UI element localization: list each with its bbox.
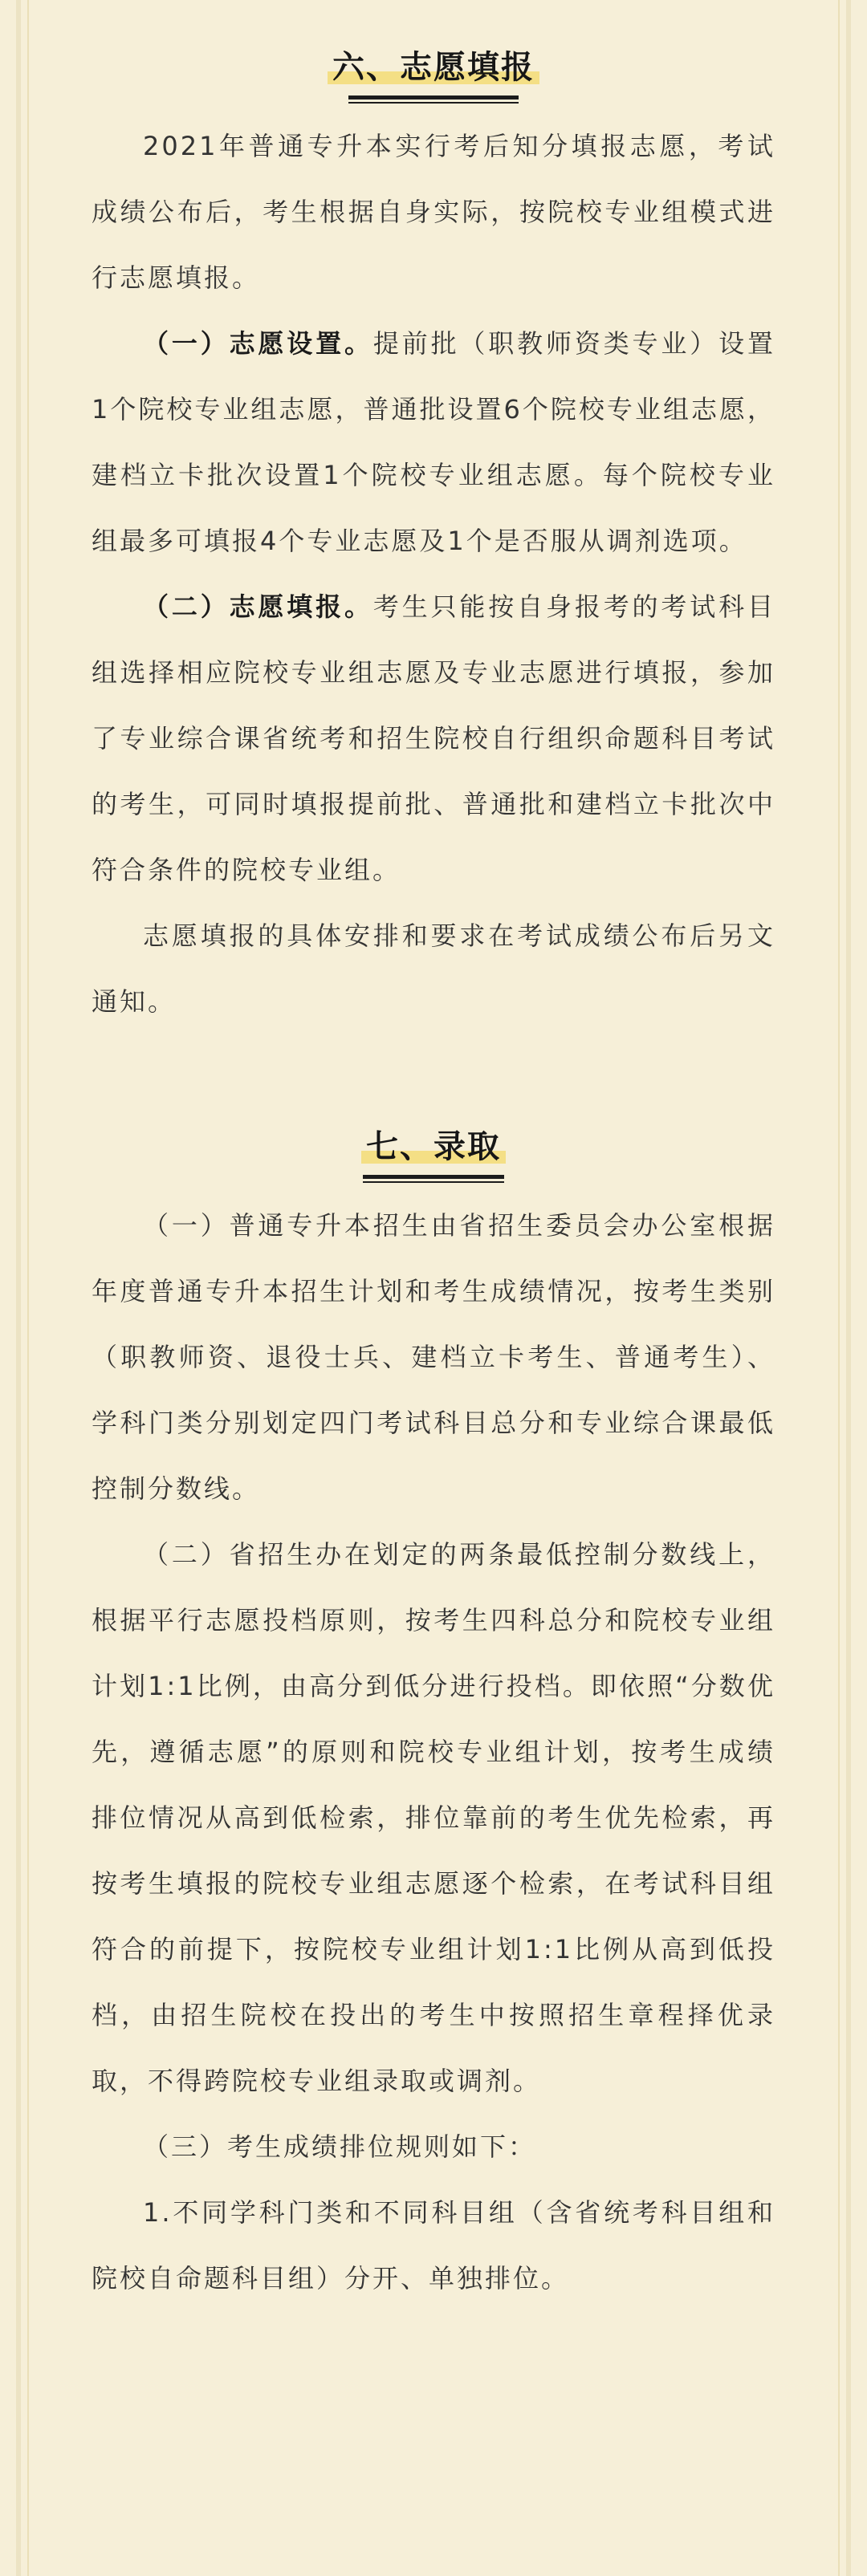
section-6-body (92, 113, 775, 1034)
section-6-paragraph-3-text: 考生只能按自身报考的考试科目组选择相应院校专业组志愿及专业志愿进行填报，参加了专业综合课省统考和招生院校自行组织命题科目考试的考生，可同时填报提前批、普通批和建档立卡批次中符合条件的院校专业组。 (92, 591, 775, 885)
article-content (92, 0, 775, 2311)
right-border-inner (838, 0, 840, 2576)
section-6-paragraph-2-lead: （一）志愿设置。 (143, 328, 373, 359)
section-7-paragraph-3: （三）考生成绩排位规则如下： (143, 2131, 537, 2162)
section-7-title-text: 七、录取 (366, 1128, 501, 1165)
section-7-title (366, 1121, 501, 1167)
section-7-title-underline (363, 1175, 504, 1183)
section-7-paragraph-2: （二）省招生办在划定的两条最低控制分数线上，根据平行志愿投档原则，按考生四科总分和院校专业组计划1:1比例，由高分到低分进行投档。即依照“分数优先，遵循志愿”的原则和院校专业组计划，按考生成绩排位情况从高到低检索，排位靠前的考生优先检索，再按考生填报的院校专业组志愿逐个检索，在考试科目组符合的前提下，按院校专业组计划1:1比例从高到低投档，由招生院校在投出的考生中按照招生章程择优录取，不得跨院校专业组录取或调剂。 (92, 1539, 775, 2096)
right-border-outer (846, 0, 851, 2576)
section-6-heading (92, 42, 775, 104)
section-6-title-text: 六、志愿填报 (332, 49, 535, 86)
section-7-paragraph-1: （一）普通专升本招生由省招生委员会办公室根据年度普通专升本招生计划和考生成绩情况，按考生类别（职教师资、退役士兵、建档立卡考生、普通考生）、学科门类分别划定四门考试科目总分和专业综合课最低控制分数线。 (92, 1210, 775, 1504)
section-6-title (332, 42, 535, 87)
section-6-paragraph-2-text: 提前批（职教师资类专业）设置1个院校专业组志愿，普通批设置6个院校专业组志愿，建档立卡批次设置1个院校专业组志愿。每个院校专业组最多可填报4个专业志愿及1个是否服从调剂选项。 (92, 328, 775, 556)
section-6-paragraph-1: 2021年普通专升本实行考后知分填报志愿，考试成绩公布后，考生根据自身实际，按院校专业组模式进行志愿填报。 (92, 131, 775, 293)
section-6-paragraph-3-lead: （二）志愿填报。 (143, 591, 373, 622)
section-6-paragraph-4: 志愿填报的具体安排和要求在考试成绩公布后另文通知。 (92, 920, 775, 1017)
section-6-paragraph-2 (92, 311, 775, 574)
left-border-outer (16, 0, 21, 2576)
section-6-paragraph-3 (92, 574, 775, 903)
section-7-heading (92, 1121, 775, 1183)
section-7-body (92, 1193, 775, 2311)
left-border-inner (27, 0, 29, 2576)
section-6-title-underline (348, 95, 519, 104)
section-7-paragraph-4: 1.不同学科门类和不同科目组（含省统考科目组和院校自命题科目组）分开、单独排位。 (92, 2197, 775, 2294)
